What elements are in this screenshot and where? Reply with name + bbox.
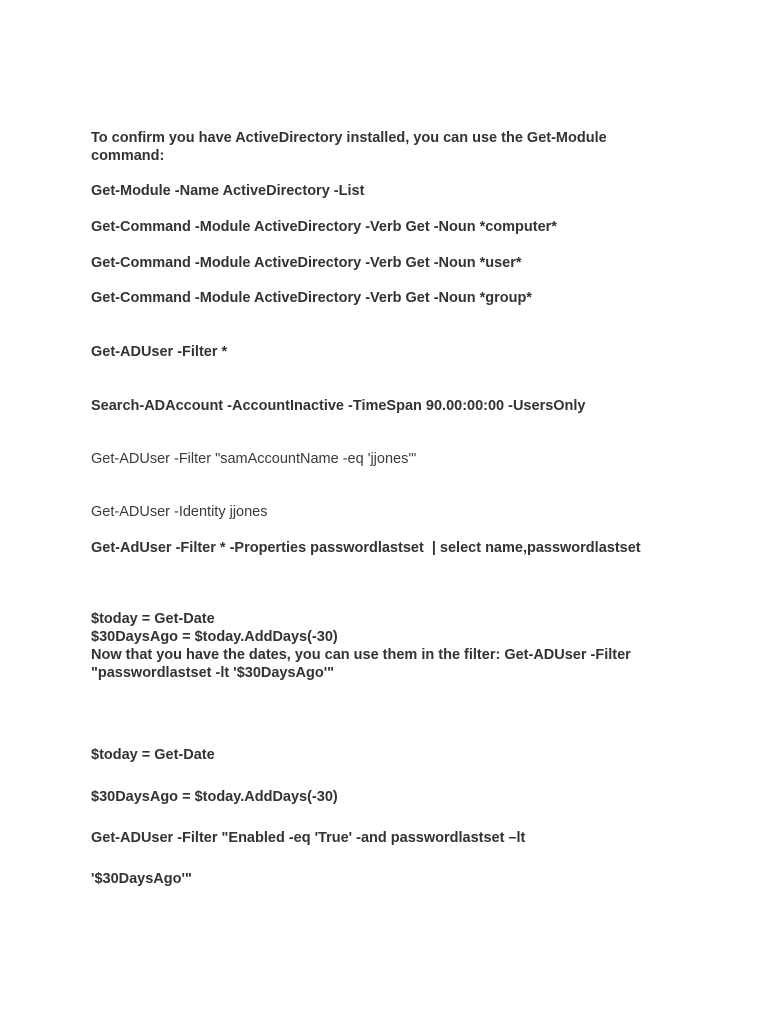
command-get-aduser-properties: Get-AdUser -Filter * -Properties passwordlastset | select name,passwordlastset: [91, 540, 641, 556]
code-filter-passwordlastset: "passwordlastset -lt '$30DaysAgo'": [91, 665, 335, 681]
command-search-adaccount: Search-ADAccount -AccountInactive -TimeSpan 90.00:00:00 -UsersOnly: [91, 398, 586, 414]
command-get-aduser-sam-filter: Get-ADUser -Filter "samAccountName -eq 'jjones'": [91, 451, 417, 467]
code-today-1: $today = Get-Date: [91, 611, 215, 627]
text-filter-explanation: Now that you have the dates, you can use them in the filter: Get-ADUser -Filter: [91, 647, 631, 663]
code-30days-ago-value: '$30DaysAgo'": [91, 871, 192, 887]
intro-text-line-2: command:: [91, 148, 165, 164]
command-get-aduser-filter: Get-ADUser -Filter *: [91, 344, 228, 360]
code-get-aduser-enabled-filter: Get-ADUser -Filter "Enabled -eq 'True' -and passwordlastset –lt: [91, 830, 526, 846]
command-get-module: Get-Module -Name ActiveDirectory -List: [91, 183, 365, 199]
code-30days-ago-2: $30DaysAgo = $today.AddDays(-30): [91, 789, 338, 805]
command-get-aduser-identity: Get-ADUser -Identity jjones: [91, 504, 268, 520]
command-get-command-user: Get-Command -Module ActiveDirectory -Verb Get -Noun *user*: [91, 255, 522, 271]
command-get-command-computer: Get-Command -Module ActiveDirectory -Verb Get -Noun *computer*: [91, 219, 557, 235]
intro-text-line-1: To confirm you have ActiveDirectory installed, you can use the Get-Module: [91, 130, 607, 146]
code-today-2: $today = Get-Date: [91, 747, 215, 763]
command-get-command-group: Get-Command -Module ActiveDirectory -Verb Get -Noun *group*: [91, 290, 532, 306]
code-30days-ago-1: $30DaysAgo = $today.AddDays(-30): [91, 629, 338, 645]
